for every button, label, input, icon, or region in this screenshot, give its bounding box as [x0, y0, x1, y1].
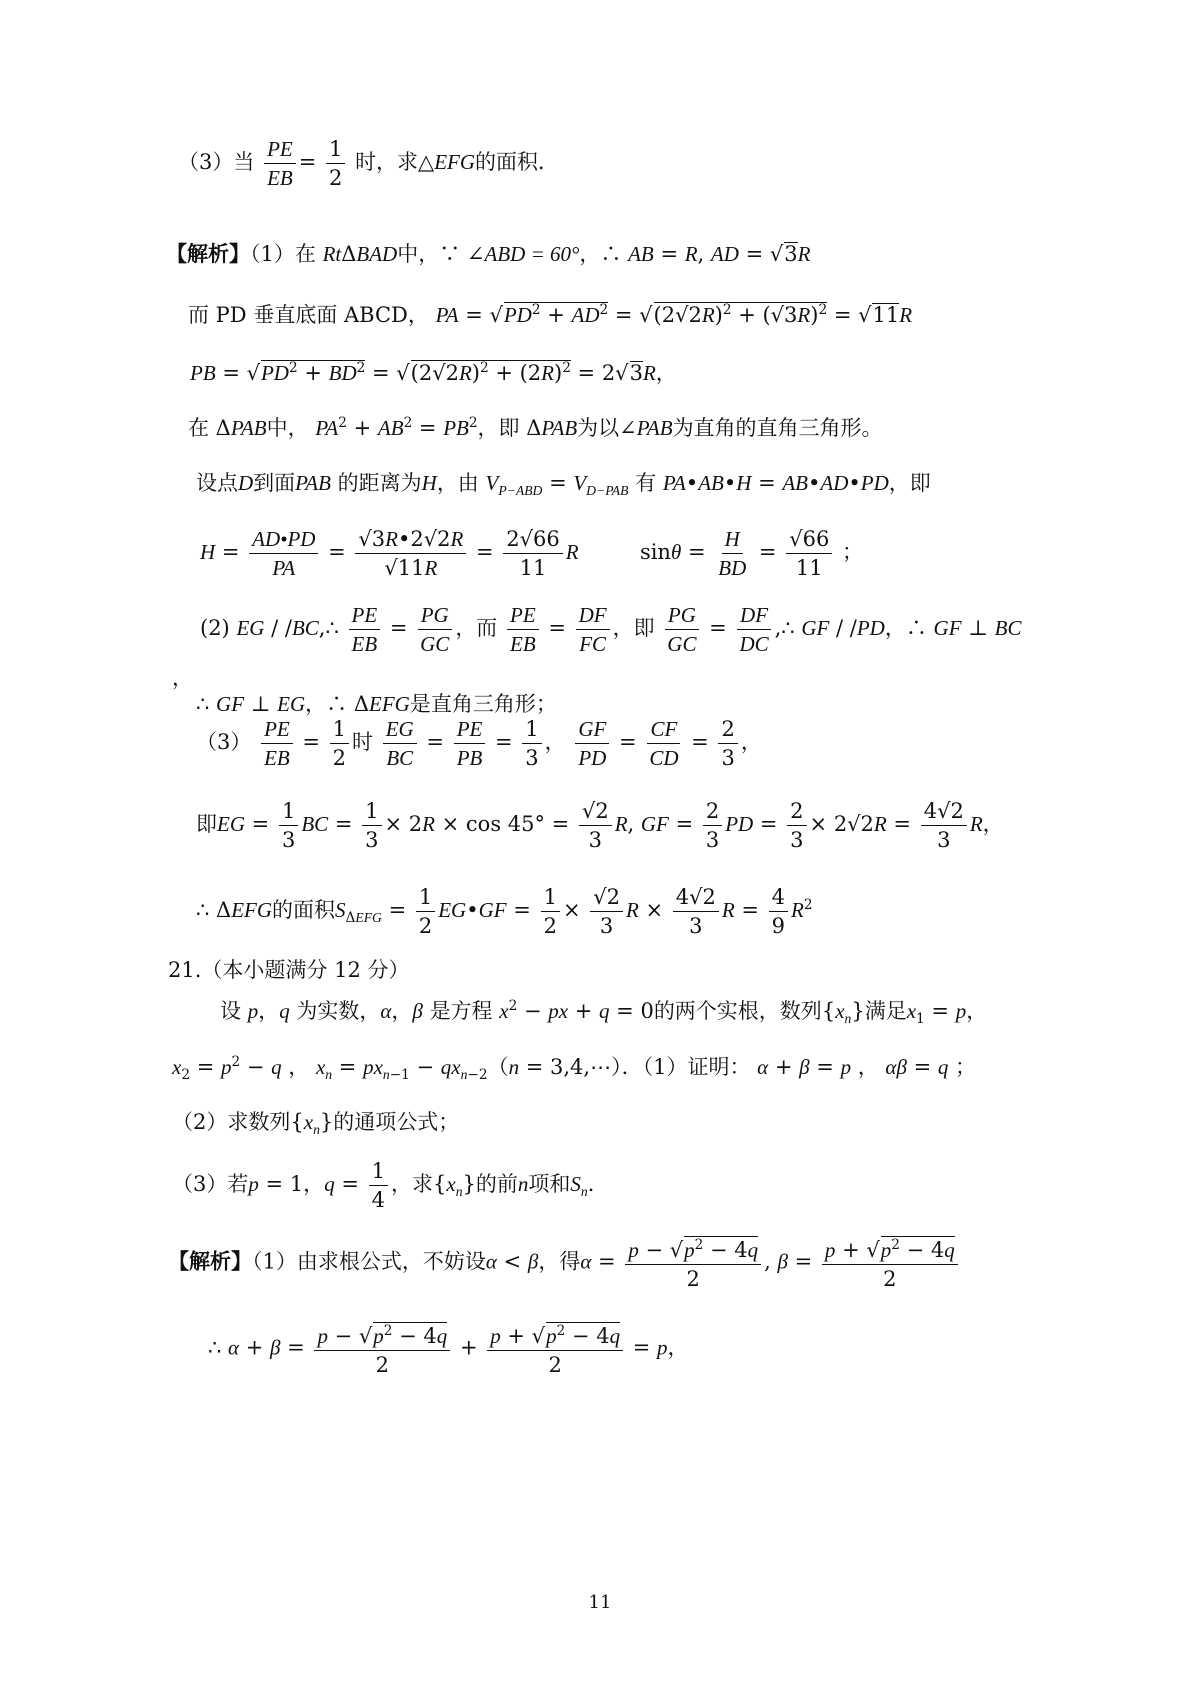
q21-text-2: $x_2 = p^2 - q$ ， $x_n = px_{n-1} - qx_{n-2}(n$ = 3,4,⋯）．（1）证明： α + β = p ， αβ = q ； [172, 1054, 977, 1084]
distance-line: 设点D到面PAB 的距离为H，由 $V_{P-ABD} = V_{D-PAB}$ 有 PA•AB•H = AB•AD•PD，即 [196, 471, 931, 499]
q21-solution-2: ∴ α + β = $\frac{p - √p^2 - 4q}{2}$ + $\frac{p + √p^2 - 4q}{2}$ = p， [208, 1323, 689, 1378]
part2-line: (2) EG / /BC,∴ $\frac{PE}{EB}$ = $\frac{PG}{GC}$ ，而 $\frac{PE}{EB}$ = $\frac{DF}{FC}$ ，即 $\frac{PG}{GC}$ = $\frac{DF}{DC}$ ,∴ GF / /PD，∴ GF ⊥ BC [200, 603, 1022, 657]
area-line: ∴ ΔEFG的面积$S_{\Delta EFG}$ = $\frac{1}{2}$ EG•GF = $\frac{1}{2}$ × $\frac{√2}{3}$ R × $\frac{4√2}{3}$ R = $\frac{4}{9}$ $R^2$ [196, 885, 813, 939]
q3-line: （3）当 $\frac{PE}{EB}$ = $\frac{1}{2}$ 时，求△EFG的面积． [178, 137, 560, 191]
right-triangle-line: 在 ΔPAB中， $PA^2 + AB^2 = PB^2$，即 ΔPAB为以∠PAB为直角的直角三角形。 [188, 415, 883, 440]
q21-part3: （3）若p = 1，q = $\frac{1}{4}$ ，求$\{x_n\}$的前n项和$S_n$． [172, 1159, 609, 1213]
q21-part2: （2）求数列$\{x_n\}$的通项公式； [172, 1110, 460, 1138]
h-line: H = $\frac{AD•PD}{PA}$ = $\frac{√3R•2√2R}{√11R}$ = $\frac{2√66}{11}$ R sinθ = $\frac{H}{BD}$ = $\frac{√66}{11}$ ； [200, 527, 863, 581]
q21-solution-1: 【解析】（1）由求根公式，不妨设α < β，得α = $\frac{p - √p^2 - 4q}{2}$ , β = $\frac{p + √p^2 - 4q}{2}$ [168, 1236, 961, 1290]
eg-gf-line: 即EG = $\frac{1}{3}$ BC = $\frac{1}{3}$ × 2R × cos 45° = $\frac{√2}{3}$ R, GF = $\frac{2}{3}$ PD = $\frac{2}{3}$ × 2√2R = $\frac{4√2}{3}$ R， [196, 799, 1004, 853]
right-tri-line: ∴ GF ⊥ EG，∴ ΔEFG是直角三角形； [196, 692, 557, 716]
stray-comma: ， [172, 666, 193, 690]
pb-line: PB = $√PD^2 + BD^2 = √(2√2R)^2 + (2R)^2 = 2√3R$， [190, 360, 677, 385]
pa-line: 而 PD 垂直底面 ABCD， PA = $√PD^2 + AD^2 = √(2√2R)^2 + (√3R)^2 = √11R$ [188, 302, 913, 327]
q21-text-1: 设 p，q 为实数，α，β 是方程 $x^2$ − px + q = 0的两个实根，数列$\{x_n\}$满足$x_1 = p$， [220, 998, 988, 1028]
q21-header: 21.（本小题满分 12 分） [168, 958, 410, 982]
analysis-line-1: 【解析】（1）在 RtΔBAD中，∵ ∠ABD = 60°，∴ AB = R, AD = √3R [166, 241, 811, 266]
part3-line: （3） $\frac{PE}{EB}$ = $\frac{1}{2}$ 时 $\frac{EG}{BC}$ = $\frac{PE}{PB}$ = $\frac{1}{3}$ ， $\frac{GF}{PD}$ = $\frac{CF}{CD}$ = $\frac{2}{3}$ ， [196, 717, 762, 771]
page-number: 11 [588, 1592, 612, 1613]
